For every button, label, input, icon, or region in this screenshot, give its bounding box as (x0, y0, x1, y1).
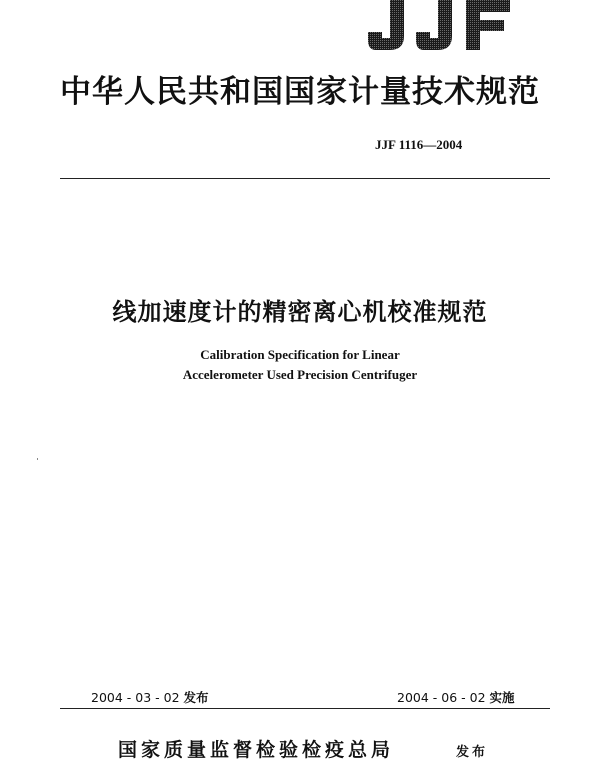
agency-title: 中华人民共和国国家计量技术规范 (60, 74, 540, 110)
publisher-name: 国家质量监督检验检疫总局 (118, 739, 395, 761)
implement-date: 2004 - 06 - 02 (397, 690, 486, 705)
jjf-logo (366, 0, 512, 52)
document-title-en-line2: Accelerometer Used Precision Centrifuger (182, 367, 418, 382)
document-title-en-line1: Calibration Specification for Linear (200, 347, 400, 362)
logo-letter-f (466, 0, 510, 50)
issue-tag: 发布 (183, 690, 209, 705)
implement-tag: 实施 (489, 690, 515, 705)
issue-date: 2004 - 03 - 02 (91, 690, 180, 705)
standard-number: JJF 1116—2004 (375, 137, 463, 152)
bottom-divider (60, 708, 550, 709)
logo-letter-j1 (368, 0, 404, 50)
top-divider (60, 178, 550, 179)
publish-tag: 发布 (456, 745, 489, 760)
logo-letter-j2 (416, 0, 452, 50)
scan-speck (37, 458, 38, 460)
issue-date-line (91, 688, 209, 706)
document-title-zh: 线加速度计的精密离心机校准规范 (112, 298, 488, 326)
implement-date-line (397, 688, 515, 706)
